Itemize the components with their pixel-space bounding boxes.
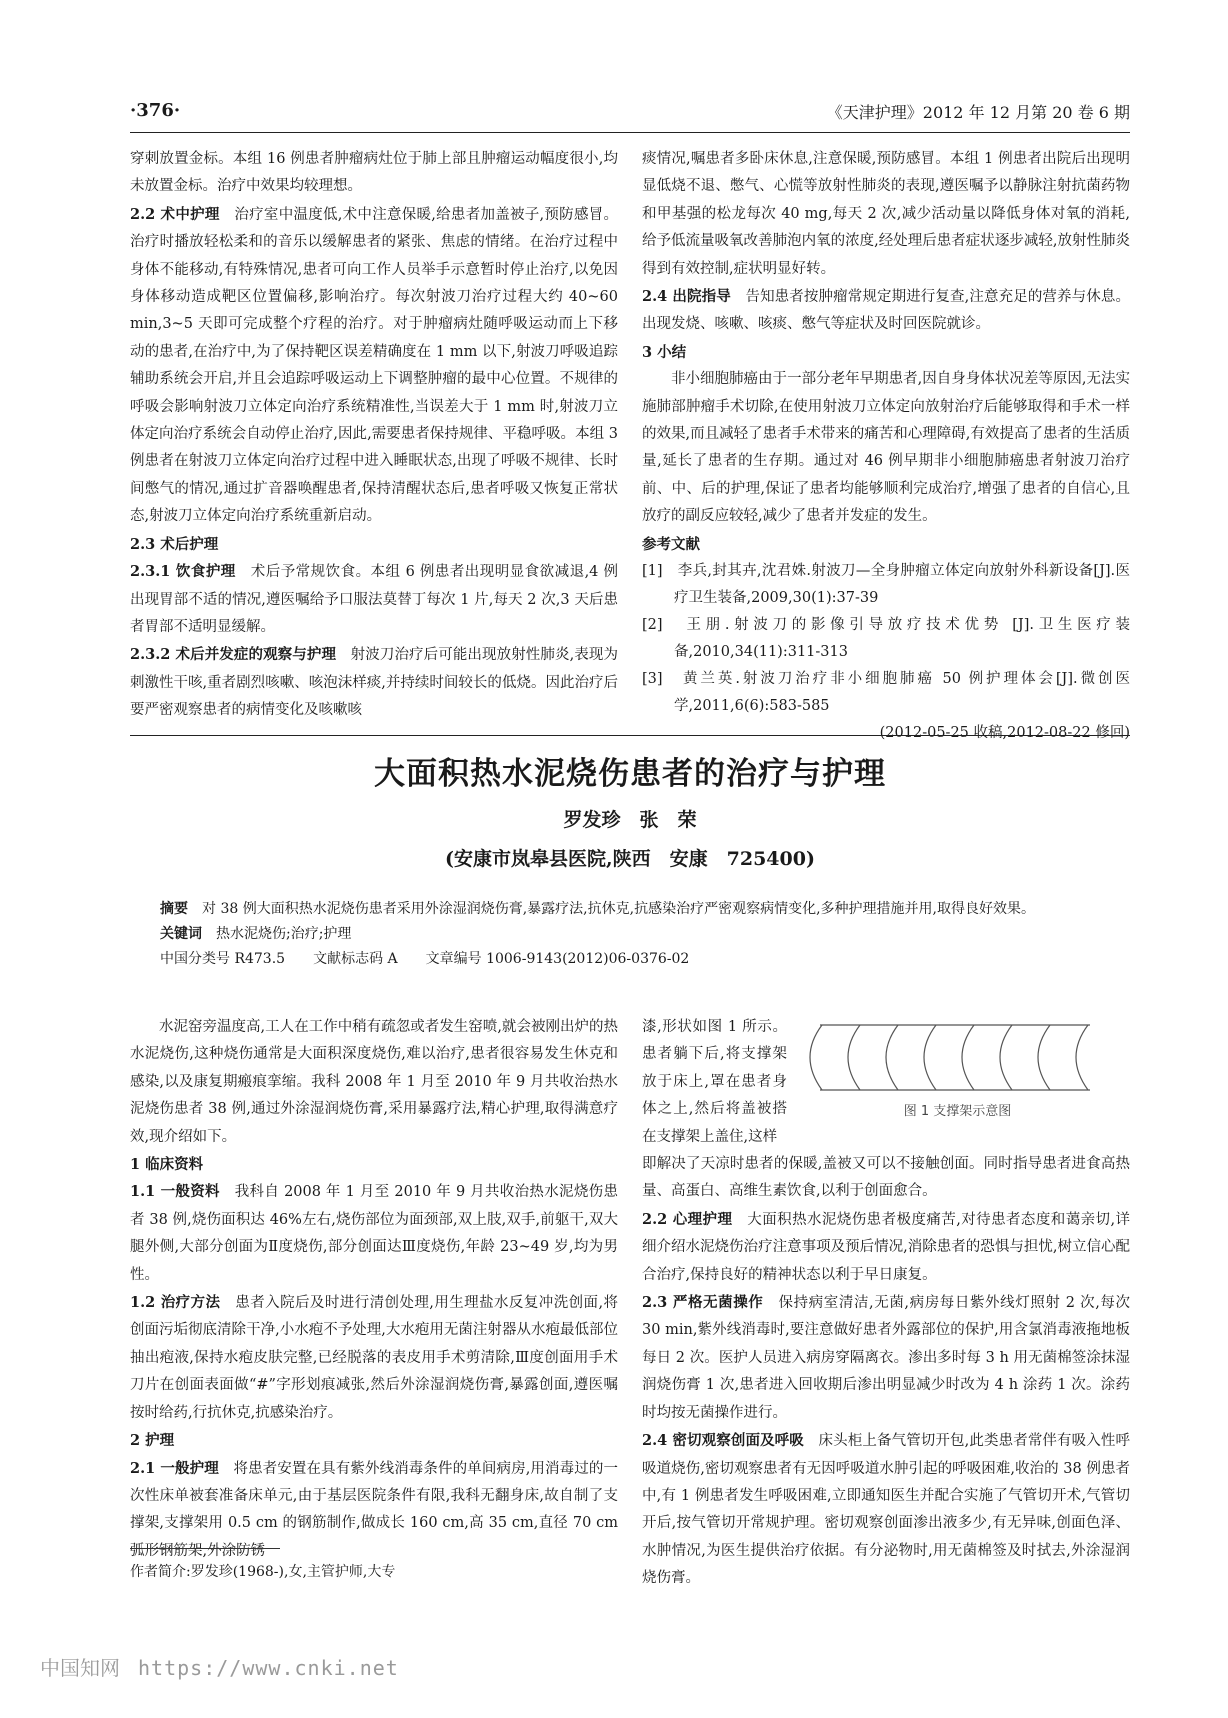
figure-arc (848, 1025, 860, 1090)
paragraph-text: 将患者安置在具有紫外线消毒条件的单间病房,用消毒过的一次性床单被套准备床单元,由于基层医院条件有限,我科无翻身床,故自制了支撑架,支撑架用 0.5 cm 的钢筋制作,做成长 160 cm,高 35 cm,直径 70 cm 弧形钢筋架,外涂防锈 (130, 1460, 618, 1559)
paragraph (642, 1289, 1130, 1427)
paragraph: 痰情况,嘱患者多卧床休息,注意保暖,预防感冒。本组 1 例患者出院后出现明显低烧不退、憋气、心慌等放射性肺炎的表现,遵医嘱予以静脉注射抗菌药物和甲基强的松龙每次 40 mg,每天 2 次,减少活动量以降低身体对氧的消耗,给予低流量吸氧改善肺泡内氧的浓度,经处理后患者症状逐步减轻,放射性肺炎得到有效控制,症状明显好转。 (642, 151, 1130, 277)
keywords (160, 922, 1100, 947)
paragraph-text: 术后予常规饮食。本组 6 例患者出现明显食欲减退,4 例出现胃部不适的情况,遵医嘱给予口服法莫替丁每次 1 片,每天 2 次,3 天后患者胃部不适明显缓解。 (130, 564, 618, 635)
subsection-heading: 1.2 治疗方法 (130, 1294, 221, 1312)
section-heading: 参考文献 (642, 535, 700, 553)
figure-arc (962, 1025, 974, 1090)
subsection-heading: 2.2 术中护理 (130, 205, 220, 223)
prev-article-right-column (642, 146, 1130, 748)
classification-info: 中国分类号 R473.5 文献标志码 A 文章编号 1006-9143(2012)06-0376-02 (160, 951, 690, 967)
watermark-url: https://www.cnki.net (138, 1656, 399, 1680)
paragraph-text: 射波刀治疗后可能出现放射性肺炎,表现为刺激性干咳,重者剧烈咳嗽、咳泡沫样痰,并持续时间较长的低烧。因此治疗后要严密观察患者的病情变化及咳嗽咳 (130, 647, 618, 719)
paragraph-text: 大面积热水泥烧伤患者极度痛苦,对待患者态度和蔼亲切,详细介绍水泥烧伤治疗注意事项及预后情况,消除患者的恐惧与担忧,树立信心配合治疗,保持良好的精神状态以利于早日康复。 (642, 1211, 1130, 1283)
article-title: 大面积热水泥烧伤患者的治疗与护理 (374, 756, 886, 792)
paragraph (130, 558, 618, 641)
figure-arc (1038, 1025, 1050, 1090)
page-header (130, 98, 1130, 128)
figure-arc (886, 1025, 898, 1090)
abstract-label: 摘要 (160, 901, 188, 917)
paragraph (130, 641, 618, 724)
article-left-body (130, 1014, 618, 1565)
paragraph: 非小细胞肺癌由于一部分老年早期患者,因自身身体状况差等原因,无法实施肺部肿瘤手术切除,在使用射波刀立体定向放射治疗后能够取得和手术一样的效果,而且减轻了患者手术带来的痛苦和心理障碍,有效提高了患者的生活质量,延长了患者的生存期。通过对 46 例早期非小细胞肺癌患者射波刀治疗前、中、后的护理,保证了患者均能够顺利完成治疗,增强了患者的自信心,且放疗的副反应较轻,减少了患者并发症的发生。 (642, 371, 1130, 525)
prev-article-left-column (130, 146, 618, 725)
article-right-body (642, 1151, 1130, 1593)
keywords-label: 关键词 (160, 926, 202, 942)
paragraph: 即解决了天凉时患者的保暖,盖被又可以不接触创面。同时指导患者进食高热量、高蛋白、高维生素饮食,以利于创面愈合。 (642, 1156, 1130, 1200)
footnote-rule (130, 1548, 280, 1549)
article-separator-rule (130, 735, 1130, 736)
paragraph: 水泥窑旁温度高,工人在工作中稍有疏忽或者发生窑喷,就会被刚出炉的热水泥烧伤,这种烧伤通常是大面积深度烧伤,难以治疗,患者很容易发生休克和感染,以及康复期瘢痕挛缩。我科 2008 年 1 月至 2010 年 9 月共收治热水泥烧伤患者 38 例,通过外涂湿润烧伤膏,采用暴露疗法,精心护理,取得满意疗效,现介绍如下。 (130, 1019, 618, 1145)
paragraph (130, 1289, 618, 1427)
paragraph-text: 保持病室清洁,无菌,病房每日紫外线灯照射 2 次,每次 30 min,紫外线消毒时,要注意做好患者外露部位的保护,用含氯消毒液拖地板每日 2 次。医护人员进入病房穿隔离衣。渗出多时每 3 h 用无菌棉签涂抹湿润烧伤膏 1 次,患者进入回收期后渗出明显减少时改为 4 h 涂药 1 次。涂药时均按无菌操作进行。 (642, 1295, 1130, 1421)
paragraph-text: 治疗室中温度低,术中注意保暖,给患者加盖被子,预防感冒。治疗时播放轻松柔和的音乐以缓解患者的紧张、焦虑的情绪。在治疗过程中身体不能移动,有特殊情况,患者可向工作人员举手示意暂时停止治疗,以免因身体移动造成靶区位置偏移,影响治疗。每次射波刀治疗过程大约 40~60 min,3~5 天即可完成整个疗程的治疗。对于肿瘤病灶随呼吸运动而上下移动的患者,在治疗中,为了保持靶区误差精确度在 1 mm 以下,射波刀呼吸追踪辅助系统会开启,并且会追踪呼吸运动上下调整肿瘤的最中心位置。不规律的呼吸会影响射波刀立体定向治疗系统精准性,当误差大于 1 mm 时,射波刀立体定向治疗系统会自动停止治疗,因此,需要患者保持规律、平稳呼吸。本组 3 例患者在射波刀立体定向治疗过程中进入睡眠状态,出现了呼吸不规律、长时间憋气的情况,通过扩音器唤醒患者,保持清醒状态后,患者呼吸又恢复正常状态,射波刀立体定向治疗系统重新启动。 (130, 206, 618, 525)
paragraph (642, 1427, 1130, 1592)
paragraph-text: 床头柜上备气管切开包,此类患者常伴有吸入性呼吸道烧伤,密切观察患者有无因呼吸道水肿引起的呼吸困难,收治的 38 例患者中,有 1 例患者发生呼吸困难,立即通知医生并配合实施了气管切开术,气管切开后,按气管切开常规护理。密切观察创面渗出液多少,有无异味,创面色泽、水肿情况,为医生提供治疗依据。有分泌物时,用无菌棉签及时拭去,外涂湿润烧伤膏。 (642, 1433, 1130, 1587)
subsection-heading: 2.4 密切观察创面及呼吸 (642, 1432, 804, 1450)
subsection-heading: 2.1 一般护理 (130, 1459, 219, 1477)
paragraph (642, 283, 1130, 339)
reference-item: [2] 王朋.射波刀的影像引导放疗技术优势 [J].卫生医疗装备,2010,34(11):311-313 (642, 617, 1130, 661)
reference-item: [3] 黄兰英.射波刀治疗非小细胞肺癌 50 例护理体会[J].微创医学,2011,6(6):583-585 (642, 671, 1130, 715)
figure-wrap-text: 漆,形状如图 1 所示。患者躺下后,将支撑架放于床上,罩在患者身体之上,然后将盖被搭在支撑架上盖住,这样 (642, 1019, 787, 1145)
figure-arc (810, 1025, 822, 1090)
watermark-brand: 中国知网 (40, 1656, 120, 1680)
paragraph (130, 201, 618, 531)
cnki-watermark (40, 1652, 399, 1681)
paragraph (130, 1178, 618, 1289)
subsection-heading: 2.4 出院指导 (642, 288, 731, 306)
header-rule (130, 132, 1130, 133)
page-number: ·376· (130, 100, 181, 121)
article-authors: 罗发珍 张 荣 (563, 809, 697, 831)
abstract-text: 对 38 例大面积热水泥烧伤患者采用外涂湿润烧伤膏,暴露疗法,抗休克,抗感染治疗严密观察病情变化,多种护理措施并用,取得良好效果。 (188, 901, 1035, 917)
subsection-heading: 2.3.2 术后并发症的观察与护理 (130, 646, 337, 664)
paragraph-text: 告知患者按肿瘤常规定期进行复查,注意充足的营养与休息。出现发烧、咳嗽、咳痰、憋气等症状及时回医院就诊。 (642, 289, 1130, 333)
paragraph: 穿刺放置金标。本组 16 例患者肿瘤病灶位于肺上部且肿瘤运动幅度很小,均未放置金标。治疗中效果均较理想。 (130, 151, 618, 195)
paragraph (642, 1206, 1130, 1289)
section-heading: 2 护理 (130, 1432, 175, 1450)
journal-title: 《天津护理》2012 年 12 月第 20 卷 6 期 (826, 103, 1130, 122)
section-heading: 2.3 术后护理 (130, 535, 219, 553)
article-left-column (130, 1014, 618, 1565)
subsection-heading: 1.1 一般资料 (130, 1183, 220, 1201)
abstract-block (160, 897, 1100, 972)
section-heading: 3 小结 (642, 343, 687, 361)
figure-arc (1000, 1025, 1012, 1090)
author-footnote: 作者简介:罗发珍(1968-),女,主管护师,大专 (130, 1564, 396, 1580)
figure-arc (924, 1025, 936, 1090)
figure-arc (1076, 1025, 1088, 1090)
reference-item: [1] 李兵,封其卉,沈君姝.射波刀—全身肿瘤立体定向放射外科新设备[J].医疗卫生装备,2009,30(1):37-39 (642, 563, 1130, 607)
subsection-heading: 2.3.1 饮食护理 (130, 563, 236, 581)
subsection-heading: 2.2 心理护理 (642, 1210, 733, 1228)
article-affiliation: (安康市岚皋县医院,陕西 安康 725400) (445, 848, 815, 870)
abstract (160, 897, 1100, 922)
paragraph-text: 患者入院后及时进行清创处理,用生理盐水反复冲洗创面,将创面污垢彻底清除干净,小水疱不予处理,大水疱用无菌注射器从水疱最低部位抽出疱液,保持水疱皮肤完整,已经脱落的表皮用手术剪清除,Ⅲ度创面用手术刀片在创面表面做“#”字形划痕减张,然后外涂湿润烧伤膏,暴露创面,遵医嘱按时给药,行抗休克,抗感染治疗。 (130, 1295, 618, 1421)
received-revised-date: (2012-05-25 收稿,2012-08-22 修回) (879, 725, 1130, 742)
section-heading: 1 临床资料 (130, 1156, 204, 1174)
figure-caption: 图 1 支撑架示意图 (903, 1104, 1012, 1119)
subsection-heading: 2.3 严格无菌操作 (642, 1294, 764, 1312)
keywords-text: 热水泥烧伤;治疗;护理 (202, 926, 352, 942)
paragraph-text: 我科自 2008 年 1 月至 2010 年 9 月共收治热水泥烧伤患者 38 例,烧伤面积达 46%左右,烧伤部位为面颈部,双上肢,双手,前躯干,双大腿外侧,大部分创面为Ⅱ度烧伤,部分创面达Ⅲ度烧伤,年龄 23~49 岁,均为男性。 (130, 1184, 618, 1283)
